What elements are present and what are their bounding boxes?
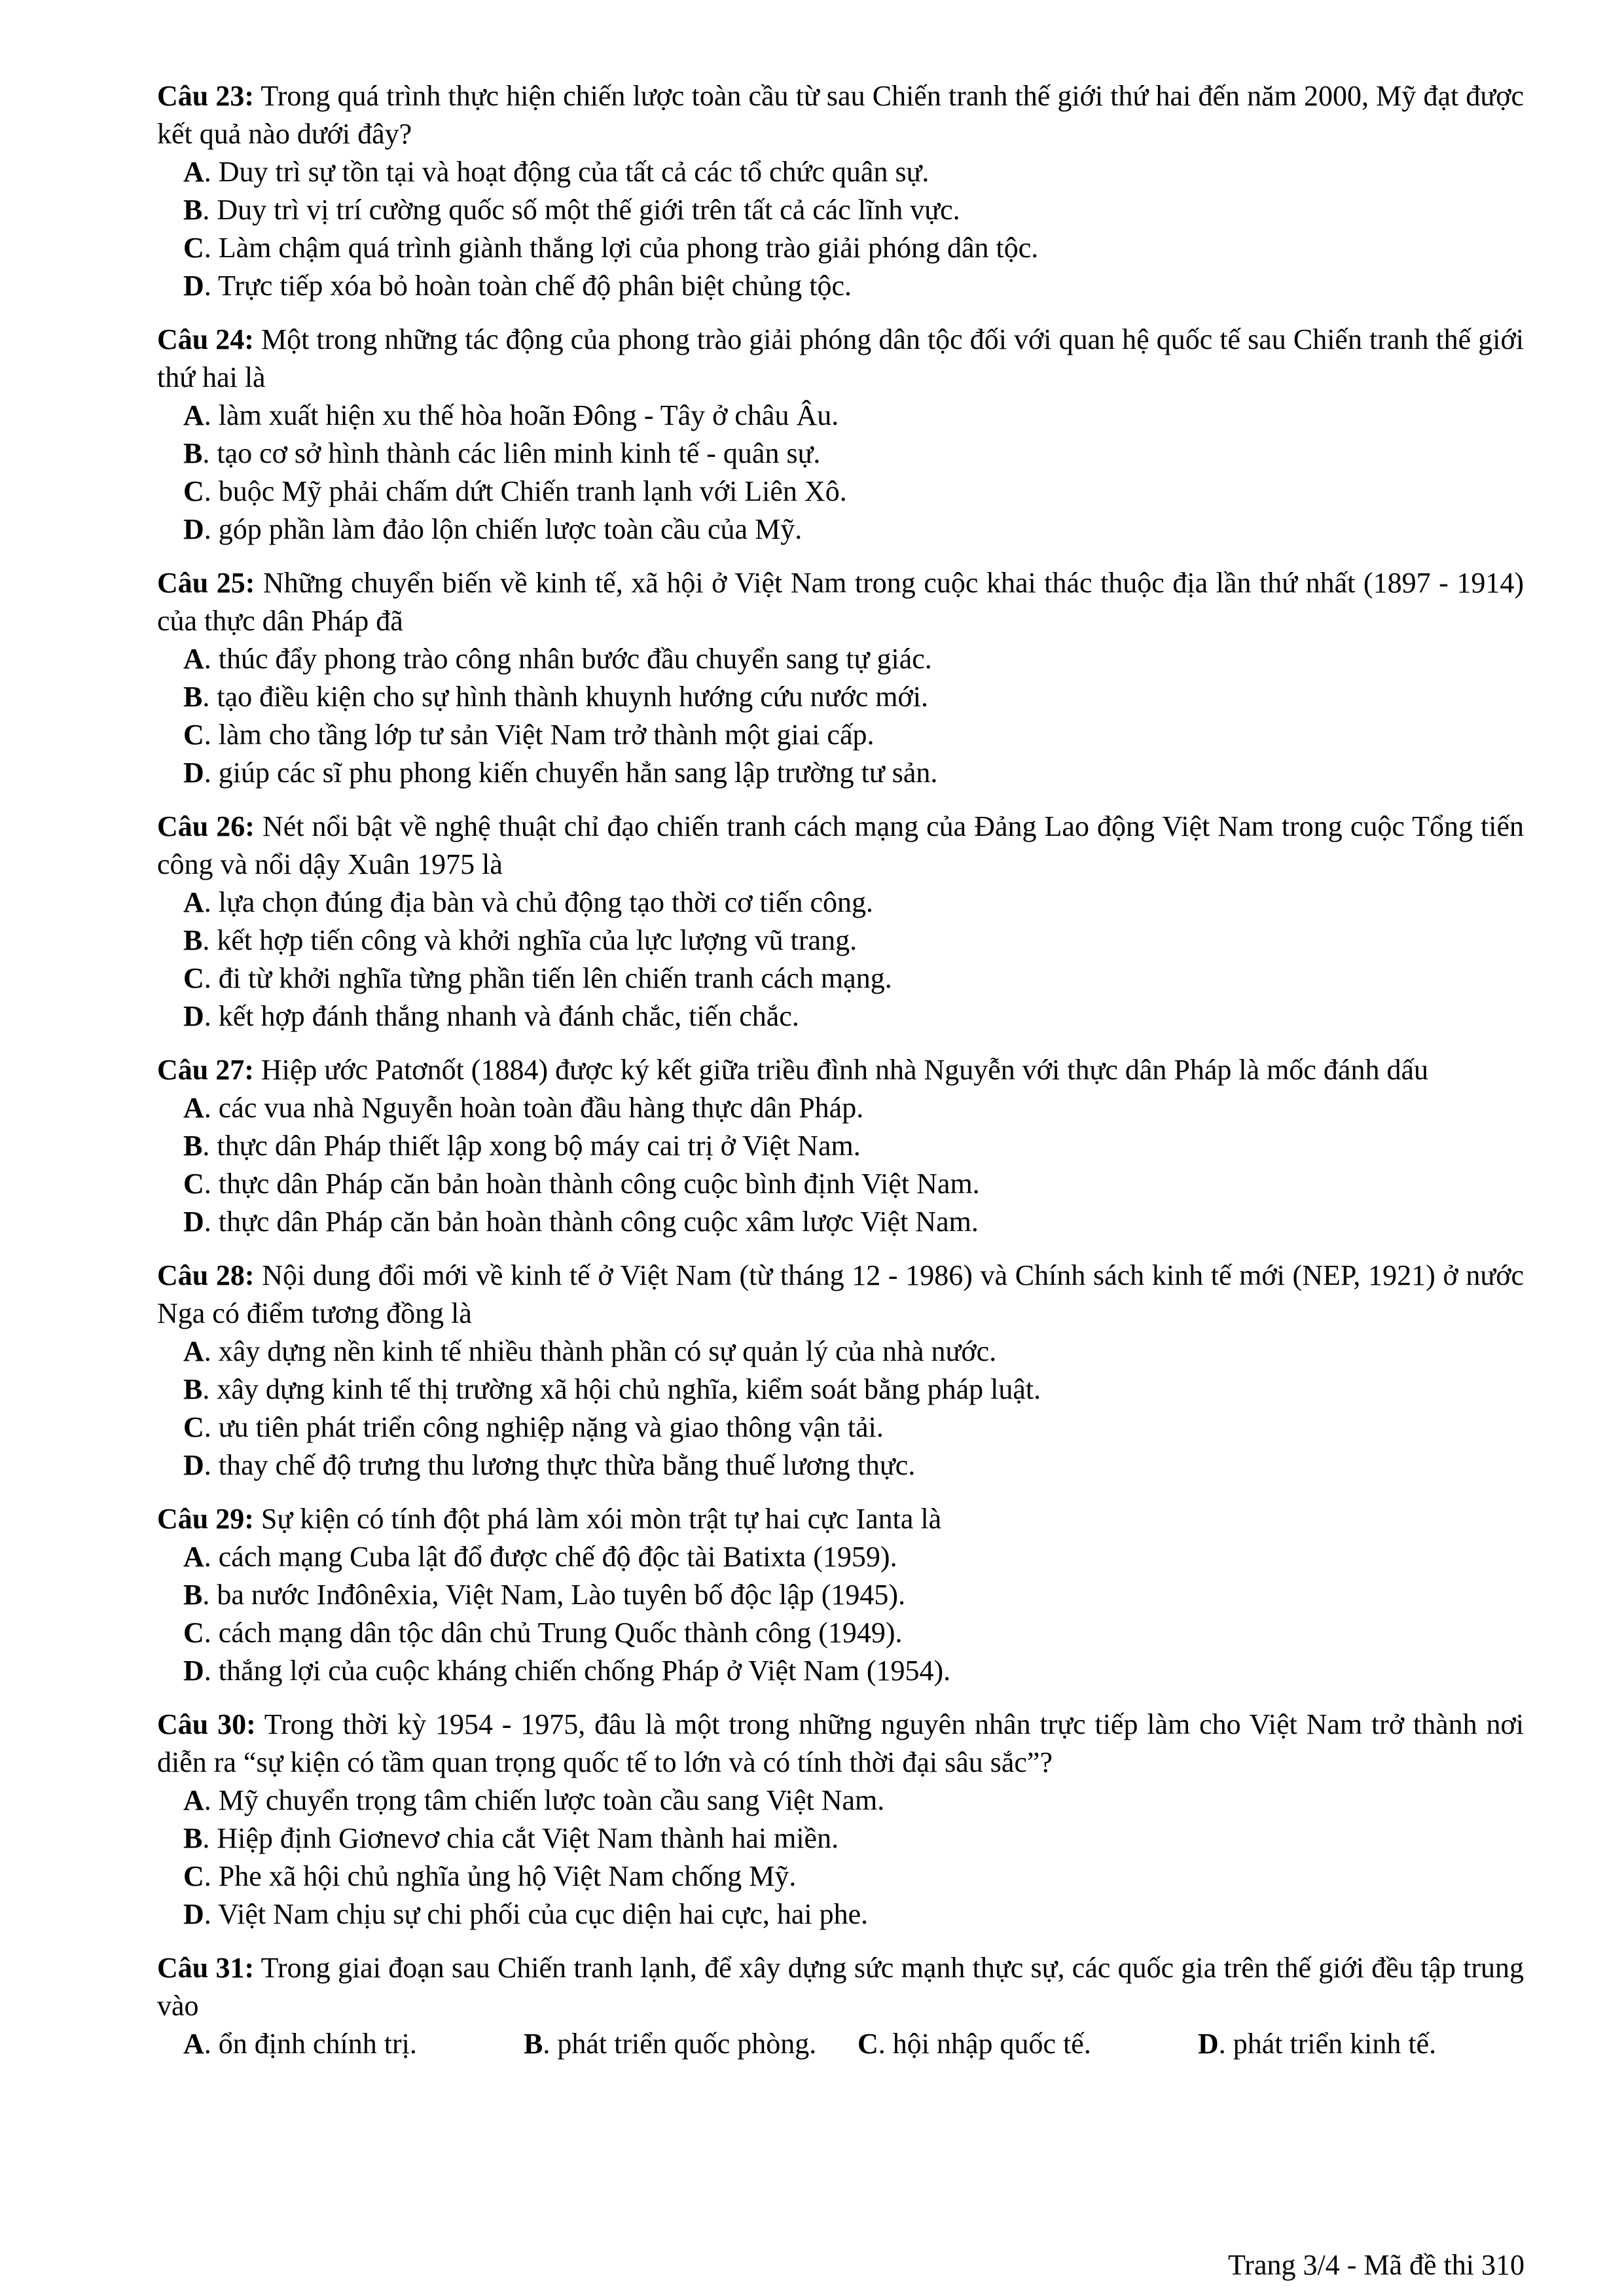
option-text: . ba nước Inđônêxia, Việt Nam, Lào tuyên bố độc lập (1945).: [202, 1579, 906, 1611]
option-text: . lựa chọn đúng địa bàn và chủ động tạo thời cơ tiến công.: [204, 886, 874, 918]
option-letter: B: [183, 924, 203, 956]
option-text: . phát triển quốc phòng.: [543, 2028, 817, 2060]
option-text: . giúp các sĩ phu phong kiến chuyển hẳn sang lập trường tư sản.: [204, 757, 938, 789]
question-label: Câu 28:: [157, 1259, 255, 1291]
option-letter: D: [183, 270, 204, 302]
options-row: [157, 2025, 1524, 2063]
question-label: Câu 25:: [157, 567, 255, 599]
option-text: . làm xuất hiện xu thế hòa hoãn Đông - Tây ở châu Âu.: [204, 399, 839, 431]
question-list: [157, 77, 1524, 2079]
option-d: [157, 1446, 1524, 1484]
option-text: . Hiệp định Giơnevơ chia cắt Việt Nam thành hai miền.: [202, 1822, 839, 1854]
option-letter: C: [183, 1617, 204, 1649]
option-letter: C: [183, 719, 204, 751]
question-stem: [157, 808, 1524, 884]
question-label: Câu 27:: [157, 1054, 254, 1086]
option-a: [157, 1538, 1524, 1576]
option-c: [157, 716, 1524, 754]
question-stem: [157, 564, 1524, 640]
option-letter: D: [183, 1000, 204, 1032]
question-stem: [157, 1500, 1524, 1538]
option-text: . ưu tiên phát triển công nghiệp nặng và giao thông vận tải.: [204, 1411, 884, 1443]
question-text: Trong giai đoạn sau Chiến tranh lạnh, để xây dựng sức mạnh thực sự, các quốc gia trên thế giới đều tập trung vào: [157, 1952, 1524, 2022]
option-b: [524, 2025, 857, 2063]
option-letter: A: [183, 643, 204, 675]
option-d: [157, 1652, 1524, 1690]
question-text: Hiệp ước Patơnốt (1884) được ký kết giữa triều đình nhà Nguyễn với thực dân Pháp là mốc đánh dấu: [253, 1054, 1428, 1086]
question-28: [157, 1257, 1524, 1484]
option-letter: A: [183, 1092, 204, 1124]
option-text: . tạo điều kiện cho sự hình thành khuynh hướng cứu nước mới.: [202, 681, 928, 713]
option-text: . Trực tiếp xóa bỏ hoàn toàn chế độ phân biệt chủng tộc.: [204, 270, 852, 302]
option-a: [157, 1333, 1524, 1371]
question-label: Câu 29:: [157, 1503, 254, 1535]
option-c: [857, 2025, 1198, 2063]
option-letter: C: [183, 1411, 204, 1443]
option-c: [157, 1614, 1524, 1652]
option-letter: A: [183, 1541, 204, 1573]
option-b: [157, 922, 1524, 960]
option-text: . phát triển kinh tế.: [1218, 2028, 1437, 2060]
option-letter: B: [183, 1579, 203, 1611]
page-footer: Trang 3/4 - Mã đề thi 310: [1227, 2249, 1525, 2281]
option-a: [157, 153, 1524, 191]
question-24: [157, 321, 1524, 548]
option-letter: A: [183, 886, 204, 918]
option-letter: A: [183, 2028, 204, 2060]
option-letter: D: [183, 1655, 204, 1687]
option-text: . Phe xã hội chủ nghĩa ủng hộ Việt Nam chống Mỹ.: [204, 1860, 797, 1892]
option-c: [157, 1165, 1524, 1203]
option-d: [157, 1895, 1524, 1933]
option-text: . thay chế độ trưng thu lương thực thừa bằng thuế lương thực.: [204, 1449, 916, 1481]
question-text: Những chuyển biến về kinh tế, xã hội ở Việt Nam trong cuộc khai thác thuộc địa lần thứ nhất (1897 - 1914) của thực dân Pháp đã: [157, 567, 1524, 637]
option-letter: D: [183, 1206, 204, 1238]
option-c: [157, 473, 1524, 511]
option-c: [157, 229, 1524, 267]
option-a: [157, 1782, 1524, 1820]
option-d: [1198, 2025, 1436, 2063]
option-a: [157, 1089, 1524, 1127]
option-text: . các vua nhà Nguyễn hoàn toàn đầu hàng thực dân Pháp.: [204, 1092, 864, 1124]
option-text: . tạo cơ sở hình thành các liên minh kinh tế - quân sự.: [202, 437, 821, 469]
option-letter: A: [183, 399, 204, 431]
option-b: [157, 1371, 1524, 1408]
option-letter: D: [1198, 2028, 1219, 2060]
option-text: . Mỹ chuyển trọng tâm chiến lược toàn cầu sang Việt Nam.: [204, 1784, 885, 1816]
option-text: . thực dân Pháp căn bản hoàn thành công cuộc xâm lược Việt Nam.: [204, 1206, 979, 1238]
question-text: Trong thời kỳ 1954 - 1975, đâu là một trong những nguyên nhân trực tiếp làm cho Việt Nam trở thành nơi diễn ra “sự kiện có tầm quan trọng quốc tế to lớn và có tính thời đại sâu sắc”?: [157, 1708, 1524, 1778]
option-b: [157, 1820, 1524, 1857]
option-d: [157, 754, 1524, 792]
option-b: [157, 1127, 1524, 1165]
option-letter: B: [183, 437, 203, 469]
option-text: . thực dân Pháp căn bản hoàn thành công cuộc bình định Việt Nam.: [204, 1168, 980, 1200]
option-letter: B: [524, 2028, 543, 2060]
question-29: [157, 1500, 1524, 1690]
option-text: . thực dân Pháp thiết lập xong bộ máy cai trị ở Việt Nam.: [202, 1130, 861, 1162]
question-stem: [157, 1949, 1524, 2025]
option-letter: B: [183, 1822, 203, 1854]
option-text: . góp phần làm đảo lộn chiến lược toàn cầu của Mỹ.: [204, 513, 803, 545]
option-letter: B: [183, 681, 203, 713]
question-stem: [157, 1257, 1524, 1333]
option-text: . cách mạng Cuba lật đổ được chế độ độc tài Batixta (1959).: [204, 1541, 897, 1573]
option-letter: C: [183, 475, 204, 507]
question-text: Sự kiện có tính đột phá làm xói mòn trật tự hai cực Ianta là: [253, 1503, 942, 1535]
option-b: [157, 1576, 1524, 1614]
option-letter: B: [183, 1373, 203, 1405]
question-stem: [157, 1706, 1524, 1782]
option-letter: D: [183, 513, 204, 545]
question-26: [157, 808, 1524, 1035]
option-letter: D: [183, 1449, 204, 1481]
option-letter: C: [183, 962, 204, 994]
question-stem: [157, 321, 1524, 397]
question-text: Nét nổi bật về nghệ thuật chỉ đạo chiến tranh cách mạng của Đảng Lao động Việt Nam trong cuộc Tổng tiến công và nổi dậy Xuân 1975 là: [157, 810, 1524, 880]
option-text: . kết hợp đánh thắng nhanh và đánh chắc, tiến chắc.: [204, 1000, 799, 1032]
question-25: [157, 564, 1524, 792]
option-text: . xây dựng kinh tế thị trường xã hội chủ nghĩa, kiểm soát bằng pháp luật.: [202, 1373, 1041, 1405]
option-letter: A: [183, 156, 204, 188]
option-text: . làm cho tầng lớp tư sản Việt Nam trở thành một giai cấp.: [204, 719, 875, 751]
question-stem: [157, 77, 1524, 153]
question-label: Câu 23:: [157, 80, 255, 112]
question-label: Câu 30:: [157, 1708, 256, 1740]
option-text: . xây dựng nền kinh tế nhiều thành phần có sự quản lý của nhà nước.: [204, 1335, 997, 1367]
option-text: . đi từ khởi nghĩa từng phần tiến lên chiến tranh cách mạng.: [204, 962, 892, 994]
option-letter: C: [183, 232, 204, 264]
option-b: [157, 678, 1524, 716]
option-d: [157, 511, 1524, 548]
option-text: . Làm chậm quá trình giành thắng lợi của phong trào giải phóng dân tộc.: [204, 232, 1039, 264]
option-text: . cách mạng dân tộc dân chủ Trung Quốc thành công (1949).: [204, 1617, 903, 1649]
option-letter: A: [183, 1784, 204, 1816]
option-letter: B: [183, 194, 203, 226]
question-27: [157, 1051, 1524, 1241]
option-text: . thúc đẩy phong trào công nhân bước đầu chuyển sang tự giác.: [204, 643, 932, 675]
question-label: Câu 26:: [157, 810, 255, 842]
option-text: . ổn định chính trị.: [204, 2028, 417, 2060]
option-a: [157, 640, 1524, 678]
option-letter: C: [183, 1168, 204, 1200]
option-b: [157, 435, 1524, 473]
option-b: [157, 191, 1524, 229]
option-text: . Duy trì sự tồn tại và hoạt động của tất cả các tổ chức quân sự.: [204, 156, 929, 188]
question-text: Một trong những tác động của phong trào giải phóng dân tộc đối với quan hệ quốc tế sau Chiến tranh thế giới thứ hai là: [157, 323, 1524, 393]
option-d: [157, 997, 1524, 1035]
option-letter: B: [183, 1130, 203, 1162]
option-a: [157, 397, 1524, 435]
option-text: . Việt Nam chịu sự chi phối của cục diện hai cực, hai phe.: [204, 1898, 869, 1930]
option-letter: D: [183, 757, 204, 789]
option-text: . Duy trì vị trí cường quốc số một thế giới trên tất cả các lĩnh vực.: [202, 194, 960, 226]
question-text: Nội dung đổi mới về kinh tế ở Việt Nam (từ tháng 12 - 1986) và Chính sách kinh tế mới (NEP, 1921) ở nước Nga có điểm tương đồng là: [157, 1259, 1524, 1329]
option-text: . hội nhập quốc tế.: [878, 2028, 1091, 2060]
question-text: Trong quá trình thực hiện chiến lược toàn cầu từ sau Chiến tranh thế giới thứ hai đến năm 2000, Mỹ đạt được kết quả nào dưới đây?: [157, 80, 1524, 150]
option-letter: A: [183, 1335, 204, 1367]
option-d: [157, 1203, 1524, 1241]
option-text: . buộc Mỹ phải chấm dứt Chiến tranh lạnh với Liên Xô.: [204, 475, 847, 507]
option-letter: D: [183, 1898, 204, 1930]
option-a: [157, 884, 1524, 922]
question-stem: [157, 1051, 1524, 1089]
question-label: Câu 24:: [157, 323, 254, 355]
option-letter: C: [857, 2028, 878, 2060]
question-23: [157, 77, 1524, 305]
option-a: [183, 2025, 524, 2063]
option-d: [157, 267, 1524, 305]
option-letter: C: [183, 1860, 204, 1892]
option-c: [157, 1408, 1524, 1446]
question-31: [157, 1949, 1524, 2063]
option-c: [157, 1857, 1524, 1895]
option-text: . thắng lợi của cuộc kháng chiến chống Pháp ở Việt Nam (1954).: [204, 1655, 951, 1687]
option-c: [157, 960, 1524, 997]
option-text: . kết hợp tiến công và khởi nghĩa của lực lượng vũ trang.: [202, 924, 857, 956]
question-label: Câu 31:: [157, 1952, 255, 1984]
question-30: [157, 1706, 1524, 1933]
